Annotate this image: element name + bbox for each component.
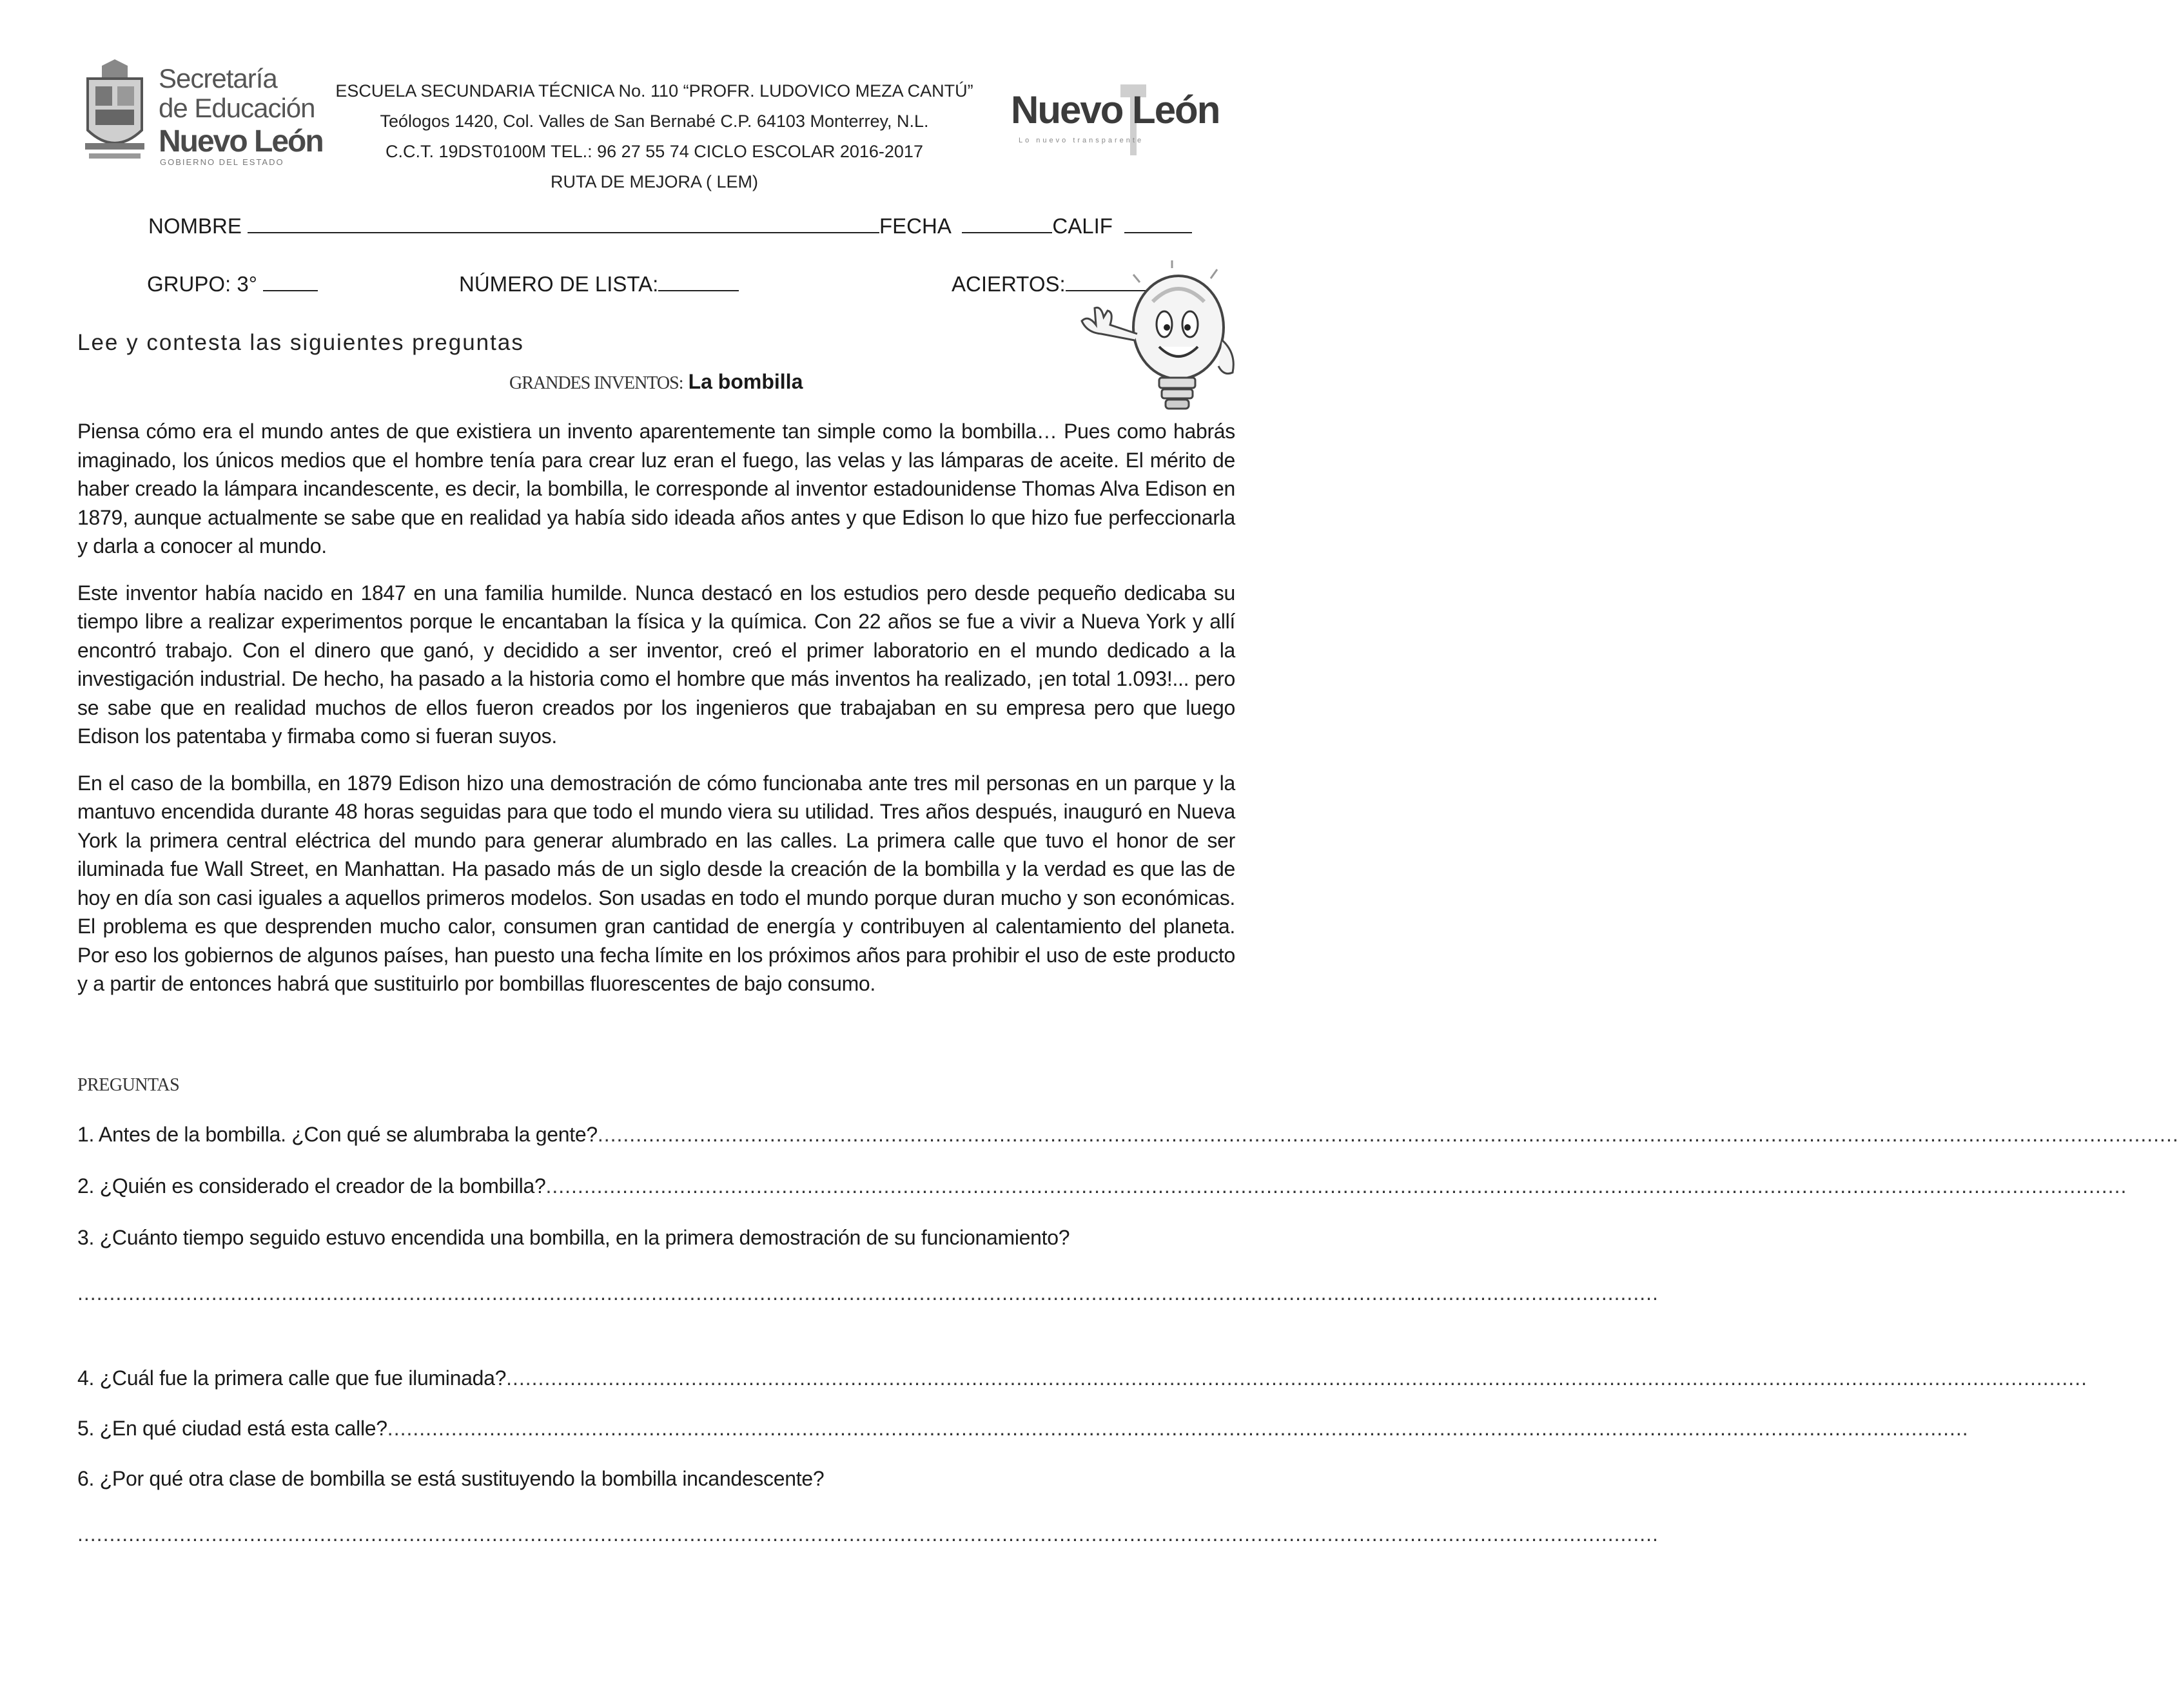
logo-line-3: Nuevo León	[159, 124, 323, 159]
question-2	[77, 1174, 2127, 1198]
instructions: Lee y contesta las siguientes preguntas	[77, 330, 524, 355]
title-prefix: GRANDES INVENTOS:	[509, 373, 683, 393]
answer-line-6[interactable]: ........................................................................................................................................................................................................................................................	[77, 1522, 1659, 1546]
grupo-label: GRUPO: 3°	[147, 272, 257, 296]
answer-dots[interactable]: ........................................................................................................................................................................................................................................................	[545, 1174, 2127, 1198]
answer-dots[interactable]: ........................................................................................................................................................................................................................................................	[597, 1123, 2179, 1146]
fecha-field[interactable]	[962, 213, 1052, 233]
question-3	[77, 1226, 1238, 1250]
paragraph-2: Este inventor había nacido en 1847 en una familia humilde. Nunca destacó en los estudios pero desde pequeño dedicaba su tiempo libre a realizar experimentos porque le encantaban la física y la química. Con 22 años se fue a vivir a Nueva York y allí encontró trabajo. Con el dinero que ganó, y decidido a ser inventor, creó el primer laboratorio en el mundo dedicado a la investigación industrial. De hecho, ha pasado a la historia como el hombre que más inventos ha realizado, ¡en total 1.093!... pero se sabe que en realidad muchos de ellos fueron creados por los ingenieros que trabajaban en su empresa pero que luego Edison los patentaba y firmaba como si fueran suyos.	[77, 581, 1235, 748]
lightbulb-mascot-icon	[1075, 263, 1243, 431]
answer-line-3[interactable]: ........................................................................................................................................................................................................................................................	[77, 1281, 1659, 1305]
nombre-label: NOMBRE	[148, 214, 242, 238]
aciertos-label: ACIERTOS:	[952, 272, 1066, 296]
calif-field[interactable]	[1124, 213, 1192, 233]
form-row-1	[148, 213, 1192, 238]
paragraph-1: Piensa cómo era el mundo antes de que existiera un invento aparentemente tan simple como la bombilla… Pues como habrás imaginado, los únicos medios que el hombre tenía para crear luz eran el fuego, las velas y las lámparas de aceite. El mérito de haber creado la lámpara incandescente, es decir, la bombilla, le corresponde al inventor estadounidense Thomas Alva Edison en 1879, aunque actualmente se sabe que en realidad ya había sido ideada años antes y que Edison lo que hizo fue perfeccionarla y darla a conocer al mundo.	[77, 420, 1235, 558]
grupo-field[interactable]	[263, 271, 318, 291]
question-text: 1. Antes de la bombilla. ¿Con qué se alumbraba la gente?	[77, 1123, 598, 1146]
reading-title	[509, 370, 935, 394]
lista-label: NÚMERO DE LISTA:	[459, 272, 659, 296]
question-4	[77, 1366, 2087, 1390]
state-crest-icon	[83, 59, 147, 168]
question-text: 4. ¿Cuál fue la primera calle que fue iluminada?	[77, 1366, 507, 1390]
logo-wordmark: Nuevo León	[1011, 88, 1220, 131]
form-row-2	[147, 271, 318, 296]
question-6	[77, 1467, 1238, 1491]
lista-field[interactable]	[658, 271, 739, 291]
calif-label: CALIF	[1052, 214, 1113, 238]
answer-dots[interactable]: ........................................................................................................................................................................................................................................................	[387, 1417, 1969, 1440]
question-1	[77, 1123, 2179, 1147]
question-text: 2. ¿Quién es considerado el creador de la bombilla?	[77, 1174, 546, 1198]
logo-line-1: Secretaría	[159, 63, 277, 93]
question-5	[77, 1417, 1969, 1441]
question-text: 5. ¿En qué ciudad está esta calle?	[77, 1417, 387, 1440]
nuevo-leon-logo	[1011, 81, 1220, 165]
school-route: RUTA DE MEJORA ( LEM)	[550, 172, 759, 191]
school-cct: C.C.T. 19DST0100M TEL.: 96 27 55 74 CICLO ESCOLAR 2016-2017	[386, 142, 923, 161]
reading-text	[77, 417, 1235, 1016]
nombre-field[interactable]	[248, 213, 879, 233]
logo-line-2: de Educación	[159, 93, 315, 123]
questions-heading: PREGUNTAS	[77, 1075, 180, 1095]
school-info	[309, 76, 999, 197]
form-row-2-lista	[459, 271, 739, 296]
question-text: 6. ¿Por qué otra clase de bombilla se está sustituyendo la bombilla incandescente?	[77, 1467, 825, 1490]
school-name: ESCUELA SECUNDARIA TÉCNICA No. 110 “PROFR. LUDOVICO MEZA CANTÚ”	[335, 81, 973, 101]
fecha-label: FECHA	[879, 214, 951, 238]
answer-dots[interactable]: ........................................................................................................................................................................................................................................................	[506, 1366, 2087, 1390]
title-main: La bombilla	[688, 370, 803, 393]
paragraph-3: En el caso de la bombilla, en 1879 Edison hizo una demostración de cómo funcionaba ante tres mil personas en un parque y la mantuvo encendida durante 48 horas seguidas para que todo el mundo viera su utilidad. Tres años después, inauguró en Nueva York la primera central eléctrica del mundo para generar alumbrado en las calles. La primera calle que tuvo el honor de ser iluminada fue Wall Street, en Manhattan. Ha pasado más de un siglo desde la creación de la bombilla y la verdad es que las de hoy en día son casi iguales a aquellos primeros modelos. Son usadas en todo el mundo porque duran mucho y son económicas. El problema es que desprenden mucho calor, consumen gran cantidad de energía y contribuyen al calentamiento del planeta. Por eso los gobiernos de algunos países, han puesto una fecha límite en los próximos años para prohibir el uso de este producto y a partir de entonces habrá que sustituirlo por bombillas fluorescentes de bajo consumo.	[77, 771, 1235, 995]
school-address: Teólogos 1420, Col. Valles de San Bernabé C.P. 64103 Monterrey, N.L.	[380, 112, 929, 131]
question-text: 3. ¿Cuánto tiempo seguido estuvo encendida una bombilla, en la primera demostración de su funcionamiento?	[77, 1226, 1070, 1249]
secretaria-educacion-logo	[83, 59, 323, 169]
logo-line-4: GOBIERNO DEL ESTADO	[160, 157, 284, 167]
logo-tagline: Lo nuevo transparente	[1019, 137, 1144, 144]
